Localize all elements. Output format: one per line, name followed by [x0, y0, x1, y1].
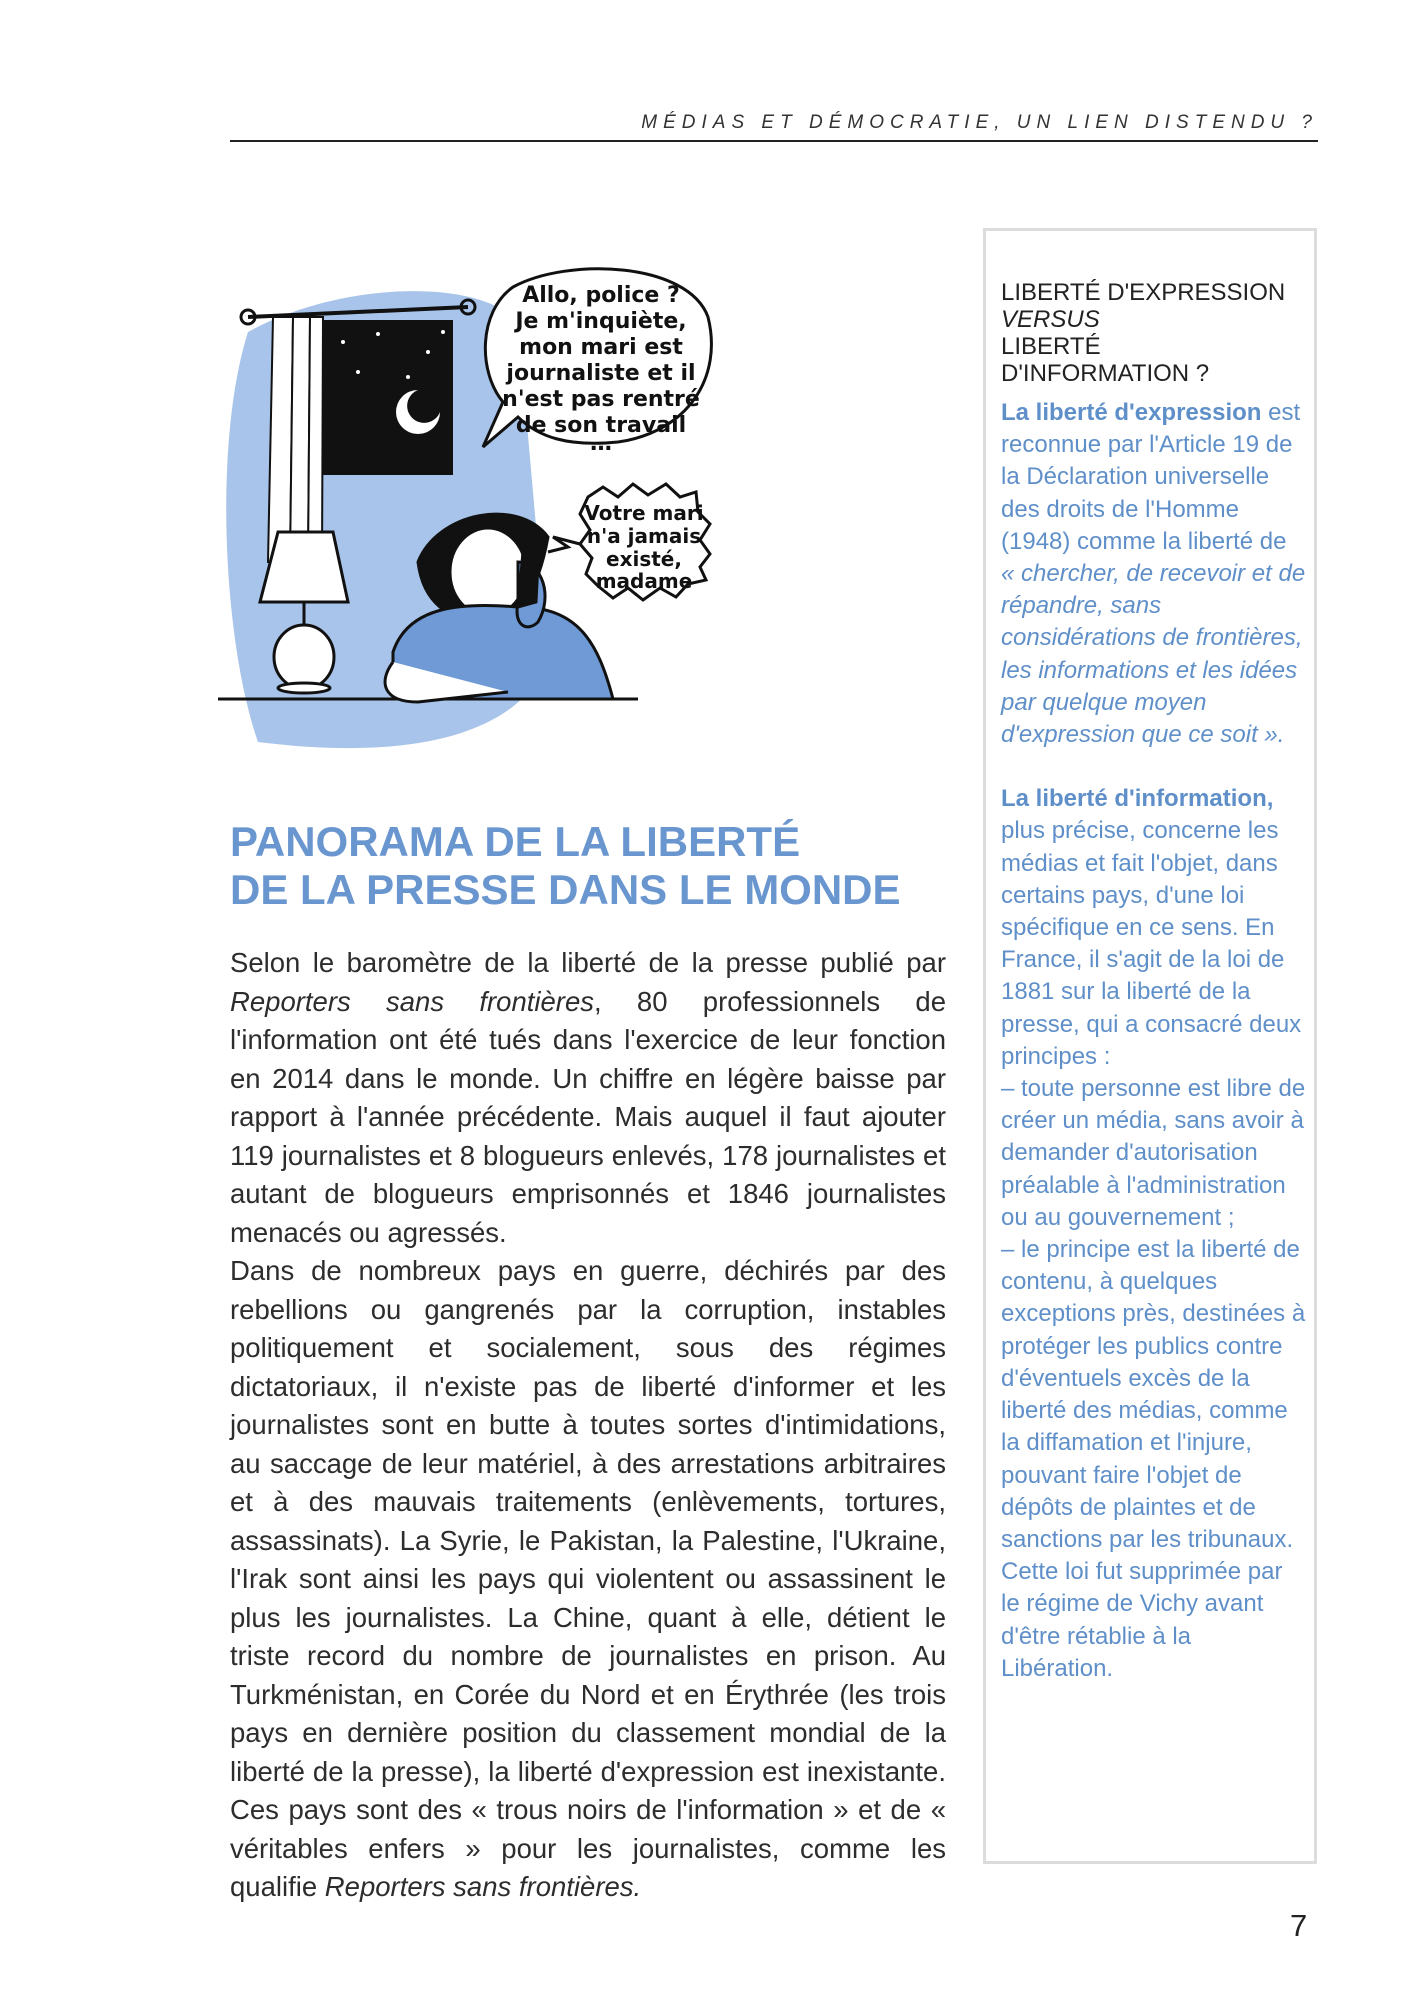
section-title-line: DE LA PRESSE DANS LE MONDE — [230, 866, 901, 913]
speech-bubble-2 — [548, 484, 710, 600]
bubble1-line: Je m'inquiète, — [515, 309, 687, 334]
sidebar-paragraph: – toute personne est libre de créer un média, sans avoir à demander d'autorisation préalable à l'administration ou au gouvernement ; — [1001, 1075, 1306, 1231]
page-number: 7 — [1290, 1908, 1308, 1943]
speech-bubble-1 — [483, 269, 711, 456]
bubble2-line: existé, — [606, 547, 682, 571]
bubble1-line: journaliste et il — [506, 361, 696, 386]
bubble1-line: … — [590, 431, 612, 456]
sidebar-paragraph: La liberté d'expression est reconnue par l'Article 19 de la Déclaration universelle des droits de l'Homme (1948) comme la liberté de « chercher, de recevoir et de répandre, sans considérations de frontières, les informations et les idées par quelque moyen d'expression que ce soit ». — [1001, 399, 1306, 749]
section-title-line: PANORAMA DE LA LIBERTÉ — [230, 818, 801, 865]
bubble2-line: n'a jamais — [586, 524, 702, 548]
body-paragraph: Selon le baromètre de la liberté de la presse publié par Reporters sans frontières, 80 professionnels de l'information ont été tués dans l'exercice de leur fonction en 2014 dans le monde. Un chiffre en légère baisse par rapport à l'année précédente. Mais auquel il faut ajouter 119 journalistes et 8 blogueurs enlevés, 178 journalistes et autant de blogueurs emprisonnés et 1846 journalistes menacés ou agressés. — [230, 947, 946, 1248]
bubble2-line: madame — [595, 569, 693, 593]
sidebar-paragraph: – le principe est la liberté de contenu, à quelques exceptions près, destinées à protéger les publics contre d'éventuels excès de la liberté des médias, comme la diffamation et l'injure, pouvant faire l'objet de dépôts de plaintes et de sanctions par les tribunaux. — [1001, 1236, 1306, 1553]
bubble1-line: de son travail — [515, 413, 687, 438]
sidebar-title: LIBERTÉ D'EXPRESSION VERSUS LIBERTÉ D'INFORMATION ? — [1001, 279, 1286, 387]
body-paragraph: Dans de nombreux pays en guerre, déchirés par des rebellions ou gangrenés par la corruption, instables politiquement et socialement, sous des régimes dictatoriaux, il n'existe pas de liberté d'informer et les journalistes sont en butte à toutes sortes d'intimidations, au saccage de leur matériel, à des arrestations arbitraires et à des mauvais traitements (enlèvements, tortures, assassinats). La Syrie, le Pakistan, la Palestine, l'Ukraine, l'Irak sont ainsi les pays qui violentent ou assassinent le plus les journalistes. La Chine, quant à elle, détient le triste record du nombre de journalistes en prison. Au Turkménistan, en Corée du Nord et en Érythrée (les trois pays en dernière position du classement mondial de la liberté de la presse), la liberté d'expression est inexistante. Ces pays sont des « trous noirs de l'information » et de « véritables enfers » pour les journalistes, comme les qualifie Reporters sans frontières. — [230, 1255, 946, 1902]
bubble1-line: n'est pas rentré — [502, 387, 700, 412]
body-text — [230, 944, 946, 1907]
sidebar-text — [1001, 397, 1306, 1685]
sidebar-box — [983, 228, 1317, 1864]
bubble1-line: mon mari est — [519, 335, 683, 360]
cartoon-illustration — [218, 262, 848, 772]
bubble2-line: Votre mari — [584, 501, 704, 525]
bubble1-line: Allo, police ? — [522, 283, 680, 308]
sidebar-paragraph: Cette loi fut supprimée par le régime de Vichy avant d'être rétablie à la Libération. — [1001, 1558, 1283, 1682]
curtain — [268, 317, 323, 562]
sidebar-paragraph: La liberté d'information, plus précise, concerne les médias et fait l'objet, dans certains pays, d'une loi spécifique en ce sens. En France, il s'agit de la loi de 1881 sur la liberté de la presse, qui a consacré deux principes : — [1001, 785, 1302, 1070]
running-header: MÉDIAS ET DÉMOCRATIE, UN LIEN DISTENDU ? — [230, 112, 1318, 142]
section-title — [230, 818, 950, 914]
